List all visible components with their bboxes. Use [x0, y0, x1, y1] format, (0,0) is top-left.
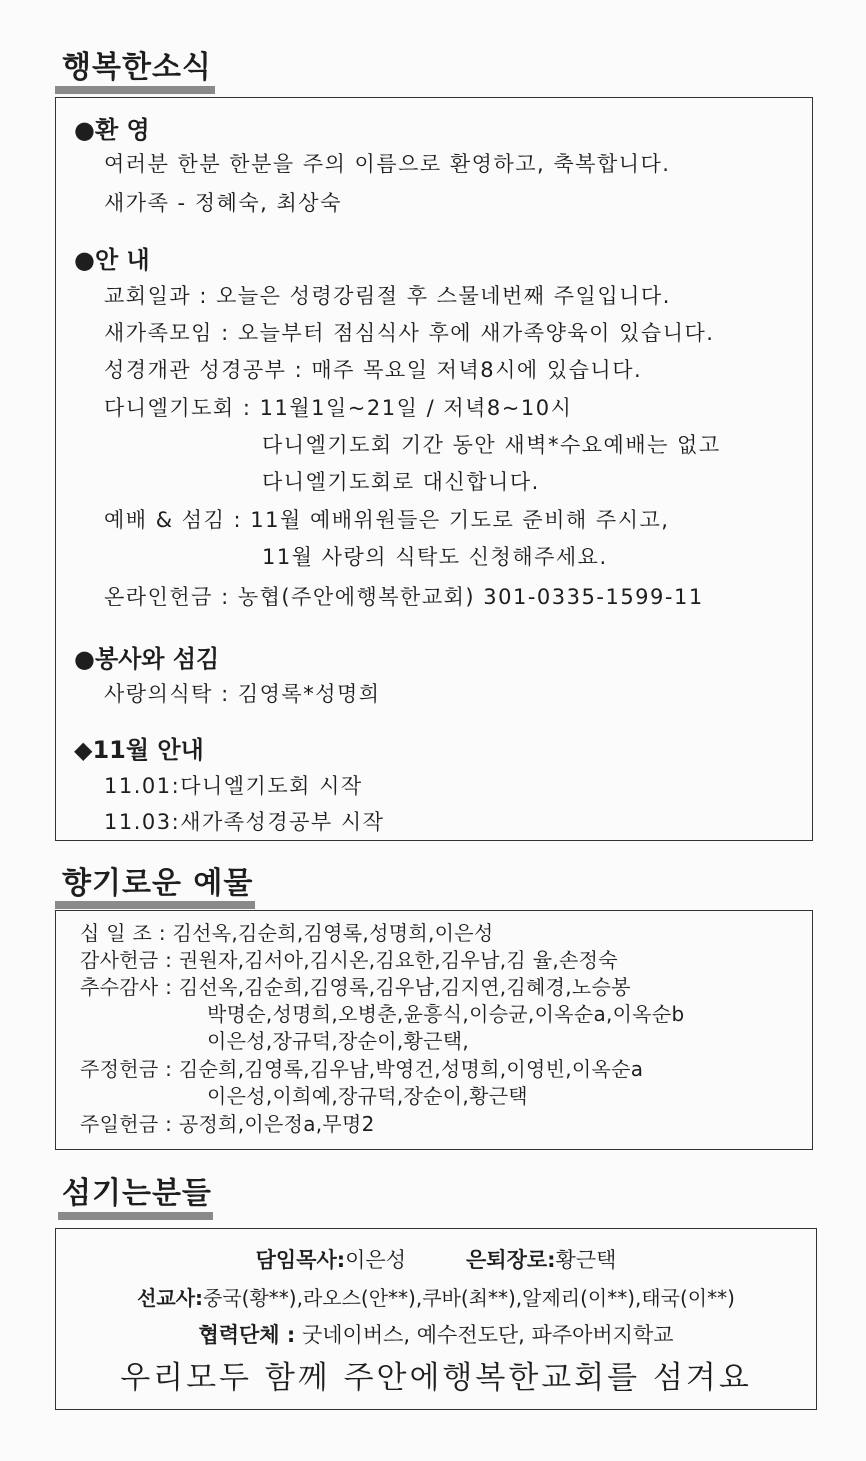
welcome-line: 여러분 한분 한분을 주의 이름으로 환영하고, 축복합니다.	[104, 152, 671, 176]
november-line: 11.03:새가족성경공부 시작	[104, 810, 385, 834]
notice-line: 성경개관 성경공부 : 매주 목요일 저녁8시에 있습니다.	[104, 358, 643, 382]
service-heading: ●봉사와 섬김	[74, 645, 220, 673]
notice-line: 예배 & 섬김 : 11월 예배위원들은 기도로 준비해 주시고,	[104, 508, 670, 532]
offering-title-underline	[55, 901, 255, 909]
servants-title-underline	[58, 1212, 213, 1220]
news-section-title: 행복한소식	[62, 50, 212, 85]
service-line: 사랑의식탁 : 김영록*성명희	[104, 682, 381, 706]
offering-line: 십 일 조 : 김선옥,김순희,김영록,성명희,이은성	[80, 921, 494, 945]
welcome-heading: ●환 영	[74, 116, 150, 144]
missionary-label: 선교사:	[137, 1286, 204, 1310]
offering-line: 감사헌금 : 권원자,김서아,김시온,김요한,김우남,김 율,손정숙	[80, 948, 618, 972]
pastor-label: 담임목사:	[255, 1248, 346, 1272]
november-heading: ◆11월 안내	[74, 736, 204, 764]
offering-line: 이은성,장규덕,장순이,황근택,	[207, 1029, 470, 1053]
pastor-elder-line	[56, 1244, 816, 1274]
news-box	[55, 97, 813, 841]
offering-section-title: 향기로운 예물	[62, 866, 254, 901]
servants-box	[55, 1228, 817, 1410]
welcome-new-family: 새가족 - 정혜숙, 최상숙	[104, 191, 342, 215]
november-line: 11.01:다니엘기도회 시작	[104, 774, 363, 798]
notice-line: 다니엘기도회 기간 동안 새벽*수요예배는 없고	[262, 433, 721, 457]
missionary-line	[56, 1282, 816, 1311]
offering-line: 이은성,이희예,장규덕,장순이,황근택	[207, 1084, 528, 1108]
pastor-name: 이은성	[345, 1248, 406, 1272]
notice-line: 온라인헌금 : 농협(주안에행복한교회) 301-0335-1599-11	[104, 585, 704, 609]
offering-line: 추수감사 : 김선옥,김순희,김영록,김우남,김지연,김혜경,노승봉	[80, 975, 631, 999]
notice-line: 다니엘기도회로 대신합니다.	[262, 470, 540, 494]
partner-list: 굿네이버스, 예수전도단, 파주아버지학교	[295, 1323, 674, 1347]
elder-label: 은퇴장로:	[466, 1248, 556, 1272]
notice-line: 교회일과 : 오늘은 성령강림절 후 스물네번째 주일입니다.	[104, 284, 671, 308]
servants-section-title: 섬기는분들	[62, 1176, 212, 1211]
slogan: 우리모두 함께 주안에행복한교회를 섬겨요	[120, 1360, 752, 1396]
elder-name: 황근택	[555, 1248, 617, 1272]
offering-line: 주일헌금 : 공정희,이은정a,무명2	[80, 1112, 375, 1136]
notice-heading: ●안 내	[74, 246, 150, 274]
notice-line: 새가족모임 : 오늘부터 점심식사 후에 새가족양육이 있습니다.	[104, 321, 715, 345]
notice-line: 11월 사랑의 식탁도 신청해주세요.	[262, 545, 608, 569]
offering-box	[55, 910, 813, 1150]
notice-line: 다니엘기도회 : 11월1일~21일 / 저녁8~10시	[104, 396, 573, 420]
news-title-underline	[55, 86, 215, 94]
partner-line	[56, 1319, 816, 1349]
offering-line: 주정헌금 : 김순희,김영록,김우남,박영건,성명희,이영빈,이옥순a	[80, 1057, 644, 1081]
offering-line: 박명순,성명희,오병춘,윤흥식,이승균,이옥순a,이옥순b	[207, 1002, 685, 1026]
missionary-list: 중국(황**),라오스(안**),쿠바(최**),알제리(이**),태국(이**)	[203, 1286, 735, 1310]
partner-label: 협력단체 :	[198, 1323, 296, 1347]
